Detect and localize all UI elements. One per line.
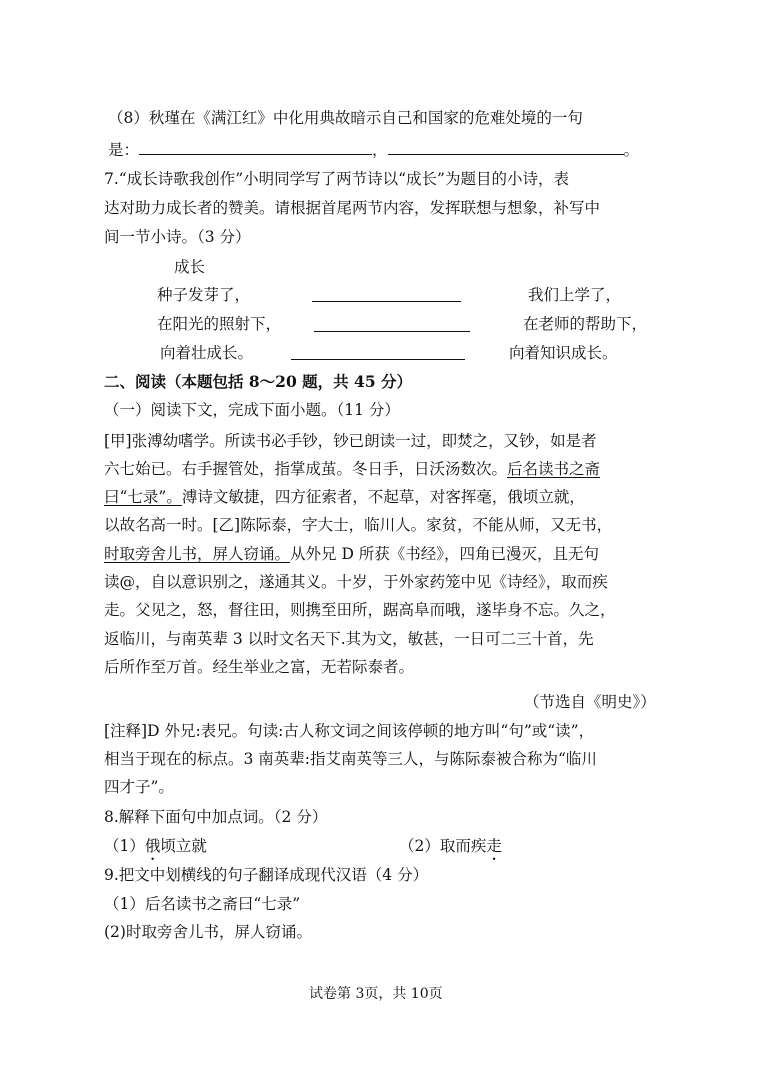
q6-8-line1: （8）秋瑾在《满江红》中化用典故暗示自己和国家的危难处境的一句 bbox=[108, 109, 583, 127]
underlined-sentence-1b: 曰“七录”。 bbox=[104, 488, 182, 506]
poem-blank-1[interactable] bbox=[312, 301, 461, 302]
poem-blank-2[interactable] bbox=[314, 331, 470, 332]
q8-item1-num: （1） bbox=[104, 837, 145, 855]
q7-line1: 7.“成长诗歌我创作”小明同学写了两节诗以“成长”为题目的小诗，表 bbox=[104, 170, 569, 188]
q8-item2 bbox=[399, 835, 502, 857]
poem-right-line1: 我们上学了， bbox=[528, 286, 622, 304]
passage-line4: 以故名高一时。[乙]陈际泰，字大士，临川人。家贫，不能从师，又无书， bbox=[104, 516, 613, 534]
passage-line9: 后所作至万首。经生举业之富，无若际泰者。 bbox=[104, 658, 415, 676]
q7-line2: 达对助力成长者的赞美。请根据首尾两节内容，发挥联想与想象，补写中 bbox=[104, 199, 601, 217]
poem-left-line1: 种子发芽了， bbox=[157, 286, 251, 304]
section2-sub: （一）阅读下文，完成下面小题。（11 分） bbox=[104, 401, 400, 419]
passage-line5-text: 从外兄 D 所获《书经》，四角已漫灭，且无句 bbox=[290, 545, 600, 563]
passage-line3-text: 溥诗文敏捷，四方征索者，不起草，对客挥毫，俄顷立就， bbox=[181, 488, 585, 506]
answer-blank-2[interactable] bbox=[388, 138, 624, 155]
underlined-sentence-2: 时取旁舍儿书，屏人窃诵。 bbox=[104, 545, 291, 563]
poem-left-line3: 向着壮成长。 bbox=[160, 344, 254, 362]
passage-line8: 返临川，与南英辈 3 以时文名天下.其为文，敏甚，一日可二三十首，先 bbox=[104, 630, 594, 648]
poem-right-line3: 向着知识成长。 bbox=[509, 344, 618, 362]
note-line2: 相当于现在的标点。3 南英辈:指艾南英等三人，与陈际泰被合称为“临川 bbox=[104, 750, 597, 768]
section2-heading: 二、阅读（本题包括 8～20 题，共 45 分） bbox=[104, 372, 413, 391]
page-footer: 试卷第 3页，共 10页 bbox=[309, 986, 443, 1002]
answer-blank-1[interactable] bbox=[139, 138, 372, 155]
q9-title: 9.把文中划横线的句子翻译成现代汉语（4 分） bbox=[104, 866, 429, 884]
note-line3: 四才子”。 bbox=[104, 778, 174, 796]
passage-line7: 走。父见之，怒，督往田，则携至田所，踞高阜而哦，遂毕身不忘。久之， bbox=[104, 601, 616, 619]
q9-item1: （1）后名读书之斋曰“七录” bbox=[104, 895, 301, 913]
q7-line3: 间一节小诗。（3 分） bbox=[104, 228, 251, 246]
q8-item2-pre: 取而疾 bbox=[439, 837, 487, 855]
q6-8-comma: ， bbox=[372, 141, 388, 159]
dotted-word-2: 走 bbox=[486, 837, 502, 855]
passage-line1: [甲]张溥幼嗜学。所读书必手钞，钞已朗读一过，即焚之，又钞，如是者 bbox=[104, 432, 597, 450]
q6-8-line2 bbox=[108, 138, 639, 161]
poem-blank-3[interactable] bbox=[291, 359, 465, 360]
passage-line2-text: 六七始已。右手握管处，指掌成茧。冬日手，日沃汤数次。 bbox=[104, 460, 508, 478]
q6-8-prefix: 是： bbox=[108, 141, 140, 159]
poem-right-line2: 在老师的帮助下， bbox=[523, 315, 648, 333]
poem-left-line2: 在阳光的照射下， bbox=[157, 315, 282, 333]
passage-source: （节选自《明史》） bbox=[524, 693, 656, 711]
q8-item2-num: （2） bbox=[399, 837, 440, 855]
q6-8-end: 。 bbox=[623, 141, 640, 159]
underlined-sentence-1a: 后名读书之斋 bbox=[507, 460, 601, 478]
passage-line6: 读@，自以意识别之，遂通其义。十岁，于外家药笼中见《诗经》，取而疾 bbox=[104, 573, 608, 591]
passage-line3 bbox=[104, 486, 585, 508]
q8-item1 bbox=[104, 835, 207, 857]
dotted-word-1: 俄 bbox=[144, 837, 161, 855]
passage-line2 bbox=[104, 458, 600, 480]
q8-item1-rest: 顷立就 bbox=[160, 837, 207, 855]
note-line1: [注释]D 外兄:表兄。句读:古人称文词之间该停顿的地方叫“句”或“读”， bbox=[104, 722, 595, 740]
poem-title: 成长 bbox=[174, 258, 206, 276]
q9-item2: (2)时取旁舍儿书，屏人窃诵。 bbox=[104, 923, 312, 941]
passage-line5 bbox=[104, 543, 599, 565]
q8-title: 8.解释下面句中加点词。（2 分） bbox=[104, 808, 328, 826]
